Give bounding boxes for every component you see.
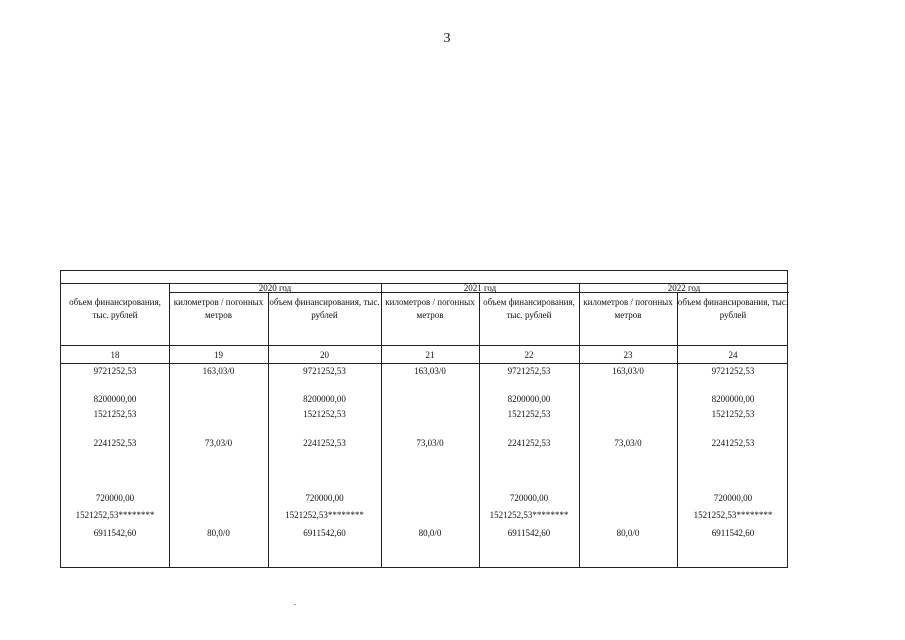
table-cell	[381, 393, 479, 405]
column-number: 21	[425, 350, 435, 360]
table-cell: 73,03/0	[416, 438, 444, 448]
table-cell: 73,03/0	[614, 438, 642, 448]
table-cell: 8200000,00	[507, 394, 551, 404]
year-header-rule	[169, 292, 381, 293]
table-cell: 1521252,53	[303, 409, 346, 419]
table-cell: 1521252,53	[93, 409, 137, 419]
scan-artifact	[294, 604, 296, 605]
table-cell	[381, 408, 479, 420]
table-cell	[579, 509, 677, 521]
table-cell: 80,0/0	[418, 528, 442, 538]
table-cell: 2241252,53	[93, 438, 137, 448]
table-cell: 163,03/0	[202, 366, 235, 376]
column-number: 20	[320, 350, 329, 360]
table-cell: 9721252,53	[507, 366, 551, 376]
year-header: 2021 год	[463, 283, 497, 293]
table-cell: 1521252,53********	[489, 510, 569, 520]
year-header-rule	[381, 292, 579, 293]
table-cell: 2241252,53	[711, 438, 755, 448]
table-cell: 73,03/0	[204, 438, 233, 448]
table-cell	[169, 509, 268, 521]
column-number: 22	[524, 350, 534, 360]
financing-table	[60, 270, 788, 568]
table-cell: 720000,00	[95, 493, 135, 503]
table-cell	[381, 492, 479, 504]
table-cell: 2241252,53	[507, 438, 551, 448]
table-cell: 6911542,60	[507, 528, 551, 538]
column-header: километров / погонных метров	[583, 297, 673, 320]
column-number: 18	[110, 350, 120, 360]
table-cell: 720000,00	[305, 493, 344, 503]
table-cell: 720000,00	[713, 493, 753, 503]
table-cell	[169, 408, 268, 420]
table-cell	[169, 393, 268, 405]
table-cell	[579, 492, 677, 504]
table-cell: 1521252,53	[507, 409, 551, 419]
table-cell: 80,0/0	[616, 528, 640, 538]
column-number: 23	[623, 350, 633, 360]
table-cell: 1521252,53********	[693, 510, 773, 520]
year-header: 2022 год	[667, 283, 701, 293]
table-cell: 2241252,53	[303, 438, 346, 448]
table-cell: 720000,00	[509, 493, 549, 503]
column-header: объем финансирования, тыс. рублей	[677, 297, 789, 320]
table-cell: 1521252,53	[711, 409, 755, 419]
table-cell: 6911542,60	[303, 528, 346, 538]
column-header: объем финансирования, тыс. рублей	[269, 297, 380, 320]
table-cell: 6911542,60	[711, 528, 755, 538]
table-cell: 8200000,00	[303, 394, 346, 404]
table-cell: 6911542,60	[93, 528, 137, 538]
table-cell: 8200000,00	[93, 394, 137, 404]
year-header: 2020 год	[258, 283, 292, 293]
table-cell: 1521252,53********	[75, 510, 155, 520]
table-cell: 1521252,53********	[285, 510, 364, 520]
table-cell: 163,03/0	[612, 366, 644, 376]
table-cell	[579, 393, 677, 405]
column-header: объем финансирования, тыс. рублей	[69, 297, 161, 320]
page-number: 3	[443, 31, 451, 46]
table-cell: 9721252,53	[93, 366, 137, 376]
column-header: километров / погонных метров	[173, 297, 264, 320]
table-cell	[579, 408, 677, 420]
column-header: километров / погонных метров	[385, 297, 475, 320]
column-number: 24	[728, 350, 738, 360]
table-cell: 9721252,53	[711, 366, 755, 376]
year-header-rule	[579, 292, 789, 293]
column-number: 19	[214, 350, 223, 360]
table-cell	[169, 492, 268, 504]
table-cell: 8200000,00	[711, 394, 755, 404]
table-cell: 163,03/0	[414, 366, 446, 376]
table-cell: 80,0/0	[207, 528, 230, 538]
table-cell: 9721252,53	[303, 366, 346, 376]
table-cell	[381, 509, 479, 521]
column-header: объем финансирования, тыс. рублей	[483, 297, 575, 320]
